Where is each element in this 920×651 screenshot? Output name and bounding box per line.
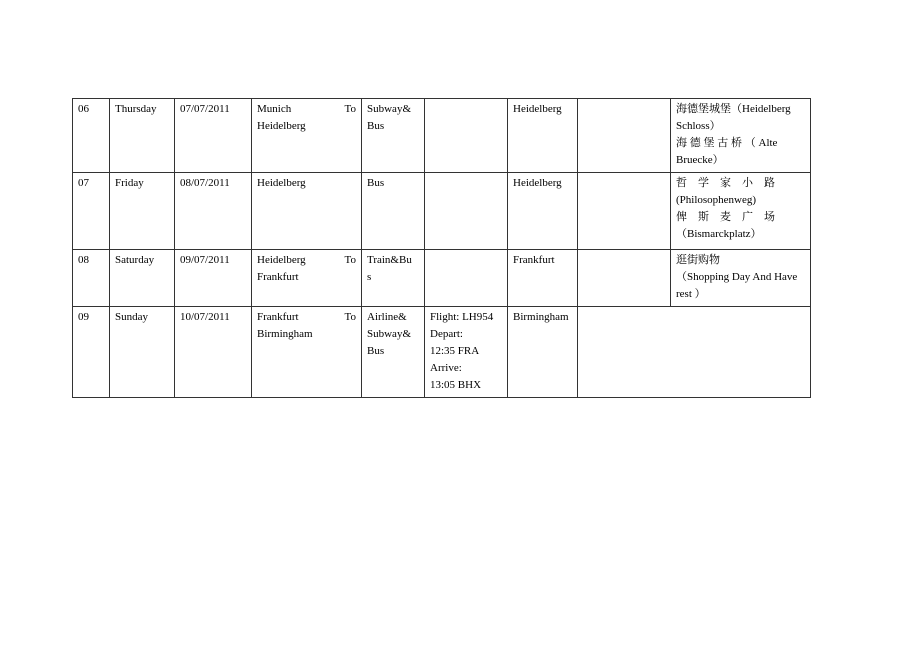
flight-cell — [425, 173, 508, 250]
date-cell: 08/07/2011 — [175, 173, 252, 250]
route-cell — [252, 307, 362, 398]
date-cell: 10/07/2011 — [175, 307, 252, 398]
overnight-cell: Birmingham — [508, 307, 578, 398]
table-row — [73, 173, 811, 250]
date-cell: 09/07/2011 — [175, 250, 252, 307]
blank-cell — [578, 250, 671, 307]
weekday-cell: Thursday — [110, 99, 175, 173]
notes-cell — [578, 307, 811, 398]
table-row — [73, 307, 811, 398]
day-number-cell: 07 — [73, 173, 110, 250]
route-from: Heidelberg — [257, 177, 306, 189]
day-number-cell: 06 — [73, 99, 110, 173]
route-cell — [252, 99, 362, 173]
flight-cell — [425, 250, 508, 307]
route-to: Heidelberg — [257, 120, 306, 132]
notes-cell: 哲 学 家 小 路 (Philosophenweg) 俾 斯 麦 广 场 （Bismarckplatz） — [671, 173, 811, 250]
weekday-cell: Friday — [110, 173, 175, 250]
transport-cell: Bus — [362, 173, 425, 250]
weekday-cell: Saturday — [110, 250, 175, 307]
transport-cell: Subway& Bus — [362, 99, 425, 173]
flight-cell — [425, 99, 508, 173]
day-number-cell: 09 — [73, 307, 110, 398]
notes-cell: 海德堡城堡（Heidelberg Schloss） 海 德 堡 古 桥 （ Alte Bruecke） — [671, 99, 811, 173]
route-from: Munich — [257, 103, 292, 115]
table-row — [73, 250, 811, 307]
overnight-cell: Frankfurt — [508, 250, 578, 307]
route-to: Birmingham — [257, 328, 313, 340]
itinerary-table — [72, 98, 811, 398]
transport-cell: Train&Bu s — [362, 250, 425, 307]
overnight-cell: Heidelberg — [508, 173, 578, 250]
blank-cell — [578, 99, 671, 173]
route-cell — [252, 250, 362, 307]
notes-cell: 逛街购物 （Shopping Day And Have rest ） — [671, 250, 811, 307]
route-to-word: To — [344, 254, 356, 266]
date-cell: 07/07/2011 — [175, 99, 252, 173]
route-to-word: To — [344, 311, 356, 323]
overnight-cell: Heidelberg — [508, 99, 578, 173]
route-to: Frankfurt — [257, 271, 299, 283]
route-to-word: To — [344, 103, 356, 115]
route-cell — [252, 173, 362, 250]
route-from: Heidelberg — [257, 254, 306, 266]
transport-cell: Airline& Subway& Bus — [362, 307, 425, 398]
weekday-cell: Sunday — [110, 307, 175, 398]
blank-cell — [578, 173, 671, 250]
table-row — [73, 99, 811, 173]
day-number-cell: 08 — [73, 250, 110, 307]
flight-cell: Flight: LH954 Depart: 12:35 FRA Arrive: 13:05 BHX — [425, 307, 508, 398]
route-from: Frankfurt — [257, 311, 299, 323]
